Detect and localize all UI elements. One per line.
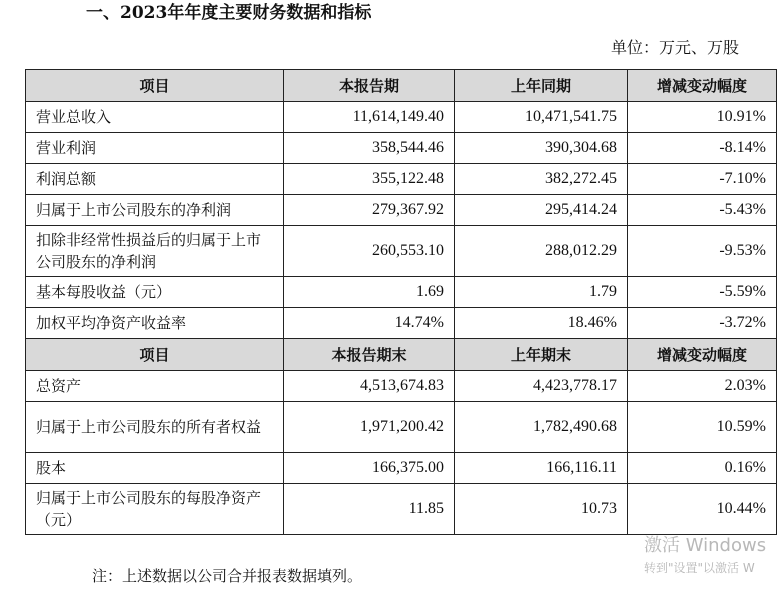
prior-value: 295,414.24: [455, 195, 628, 226]
current-value: 260,553.10: [284, 226, 455, 277]
current-value: 358,544.46: [284, 133, 455, 164]
unit-note: 单位：万元、万股: [610, 38, 739, 57]
row-label: 归属于上市公司股东的每股净资产（元）: [26, 484, 284, 535]
current-value: 166,375.00: [284, 453, 455, 484]
row-label: 利润总额: [26, 164, 284, 195]
change-value: -9.53%: [628, 226, 777, 277]
current-value: 1.69: [284, 277, 455, 308]
prior-value: 10.73: [455, 484, 628, 535]
current-value: 279,367.92: [284, 195, 455, 226]
change-value: -5.43%: [628, 195, 777, 226]
change-value: 10.91%: [628, 102, 777, 133]
prior-value: 288,012.29: [455, 226, 628, 277]
table-row: [26, 102, 777, 133]
change-value: -5.59%: [628, 277, 777, 308]
current-value: 1,971,200.42: [284, 402, 455, 453]
prior-value: 390,304.68: [455, 133, 628, 164]
change-value: 10.59%: [628, 402, 777, 453]
row-label: 股本: [26, 453, 284, 484]
change-value: 2.03%: [628, 371, 777, 402]
table-row: [26, 133, 777, 164]
table-row: [26, 371, 777, 402]
prior-value: 1,782,490.68: [455, 402, 628, 453]
table-row: [26, 226, 777, 277]
watermark-line-1: 激活 Windows: [644, 535, 767, 556]
row-label: 归属于上市公司股东的净利润: [26, 195, 284, 226]
prior-value: 382,272.45: [455, 164, 628, 195]
header-item: 项目: [26, 70, 284, 102]
prior-value: 18.46%: [455, 308, 628, 339]
table-row: [26, 308, 777, 339]
prior-value: 4,423,778.17: [455, 371, 628, 402]
prior-value: 166,116.11: [455, 453, 628, 484]
row-label: 营业总收入: [26, 102, 284, 133]
current-value: 11,614,149.40: [284, 102, 455, 133]
watermark-line-2: 转到"设置"以激活 W: [644, 561, 755, 575]
change-value: 10.44%: [628, 484, 777, 535]
change-value: -7.10%: [628, 164, 777, 195]
current-value: 4,513,674.83: [284, 371, 455, 402]
section-title: 一、2023年年度主要财务数据和指标: [86, 3, 372, 23]
prior-value: 10,471,541.75: [455, 102, 628, 133]
change-value: -3.72%: [628, 308, 777, 339]
header-change: 增减变动幅度: [628, 339, 777, 371]
current-value: 11.85: [284, 484, 455, 535]
header-prior-period: 上年同期: [455, 70, 628, 102]
current-value: 355,122.48: [284, 164, 455, 195]
header-current-period: 本报告期: [284, 70, 455, 102]
row-label: 扣除非经常性损益后的归属于上市公司股东的净利润: [26, 226, 284, 277]
row-label: 归属于上市公司股东的所有者权益: [26, 402, 284, 453]
table-header-row: [26, 339, 777, 371]
header-change: 增减变动幅度: [628, 70, 777, 102]
table-row: [26, 195, 777, 226]
header-prior-period-end: 上年期末: [455, 339, 628, 371]
change-value: -8.14%: [628, 133, 777, 164]
financial-data-table: [25, 69, 777, 535]
table-row: [26, 453, 777, 484]
current-value: 14.74%: [284, 308, 455, 339]
row-label: 基本每股收益（元）: [26, 277, 284, 308]
row-label: 营业利润: [26, 133, 284, 164]
table-row: [26, 277, 777, 308]
prior-value: 1.79: [455, 277, 628, 308]
table-header-row: [26, 70, 777, 102]
header-period-end: 本报告期末: [284, 339, 455, 371]
windows-activation-watermark: [644, 535, 766, 577]
row-label: 总资产: [26, 371, 284, 402]
footnote: 注：上述数据以公司合并报表数据填列。: [92, 567, 363, 585]
table-row: [26, 402, 777, 453]
table-row: [26, 164, 777, 195]
header-item: 项目: [26, 339, 284, 371]
table-row: [26, 484, 777, 535]
row-label: 加权平均净资产收益率: [26, 308, 284, 339]
change-value: 0.16%: [628, 453, 777, 484]
